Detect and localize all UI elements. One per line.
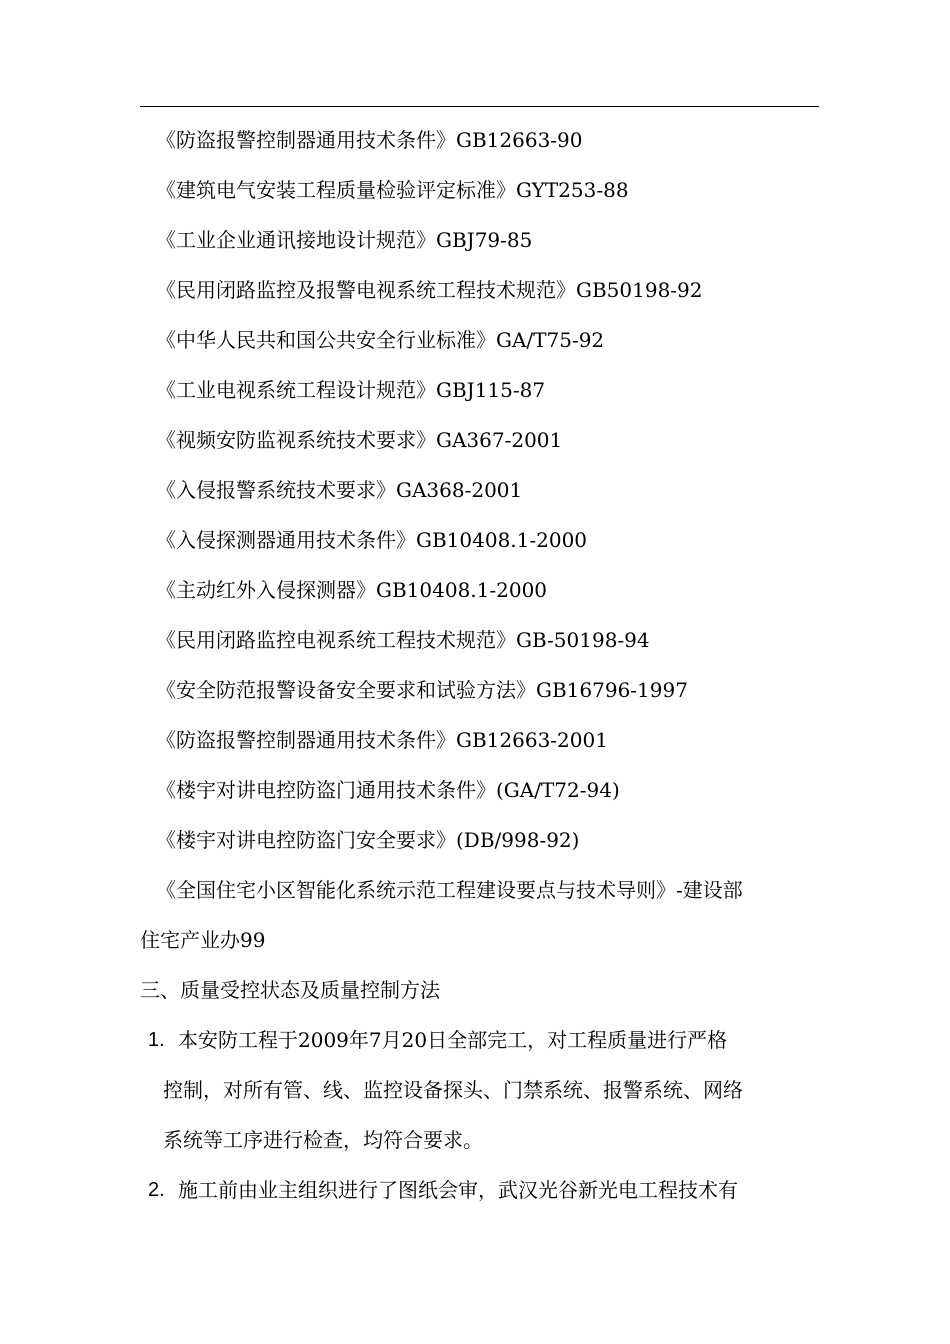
item-number: 2.	[148, 1179, 165, 1201]
standard-item: 《全国住宅小区智能化系统示范工程建设要点与技术导则》-建设部	[156, 878, 743, 902]
standard-item: 《入侵报警系统技术要求》GA368-2001	[156, 478, 523, 502]
standard-item: 《工业企业通讯接地设计规范》GBJ79-85	[156, 228, 533, 252]
standard-item: 《视频安防监视系统技术要求》GA367-2001	[156, 428, 563, 452]
standard-item: 《工业电视系统工程设计规范》GBJ115-87	[156, 378, 546, 402]
item-number: 1.	[148, 1029, 165, 1051]
standard-item: 《民用闭路监控电视系统工程技术规范》GB-50198-94	[156, 628, 650, 652]
item-text-line: 控制，对所有管、线、监控设备探头、门禁系统、报警系统、网络	[163, 1078, 743, 1102]
section-heading: 三、质量受控状态及质量控制方法	[140, 978, 440, 1002]
item-text-line: 系统等工序进行检查，均符合要求。	[163, 1128, 483, 1152]
standard-item: 《主动红外入侵探测器》GB10408.1-2000	[156, 578, 548, 602]
standard-item-continuation: 住宅产业办99	[140, 928, 266, 952]
standard-item: 《楼宇对讲电控防盗门安全要求》(DB/998-92)	[156, 828, 580, 852]
standard-item: 《建筑电气安装工程质量检验评定标准》GYT253-88	[156, 178, 629, 202]
item-text-line: 施工前由业主组织进行了图纸会审，武汉光谷新光电工程技术有	[178, 1178, 738, 1202]
standard-item: 《楼宇对讲电控防盗门通用技术条件》(GA/T72-94)	[156, 778, 620, 802]
standard-item: 《防盗报警控制器通用技术条件》GB12663-90	[156, 128, 583, 152]
standard-item: 《民用闭路监控及报警电视系统工程技术规范》GB50198-92	[156, 278, 703, 302]
standard-item: 《防盗报警控制器通用技术条件》GB12663-2001	[156, 728, 608, 752]
header-rule	[140, 106, 819, 107]
standard-item: 《安全防范报警设备安全要求和试验方法》GB16796-1997	[156, 678, 688, 702]
standard-item: 《入侵探测器通用技术条件》GB10408.1-2000	[156, 528, 588, 552]
standard-item: 《中华人民共和国公共安全行业标准》GA/T75-92	[156, 328, 605, 352]
item-text-line: 本安防工程于2009年7月20日全部完工，对工程质量进行严格	[178, 1028, 728, 1052]
